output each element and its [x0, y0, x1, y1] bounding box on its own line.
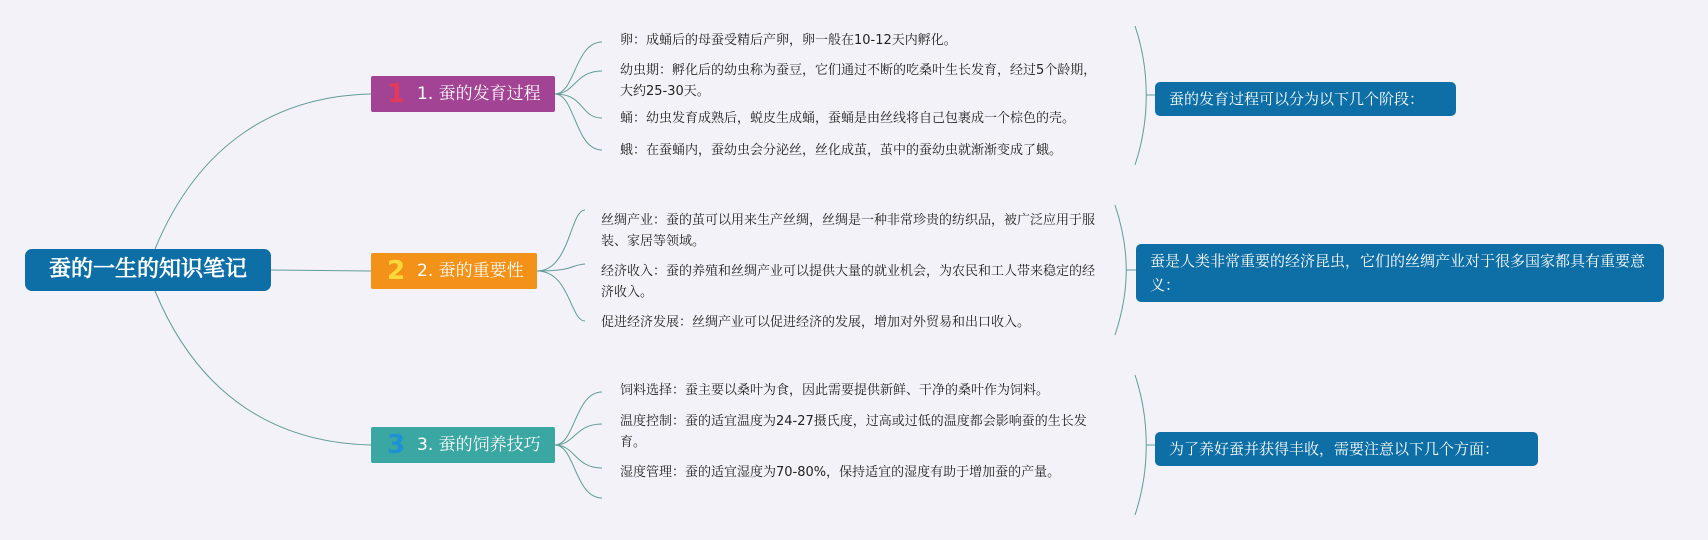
summary-rearing[interactable]: 为了养好蚕并获得丰收，需要注意以下几个方面： — [1155, 432, 1538, 466]
summary-importance[interactable]: 蚕是人类非常重要的经济昆虫，它们的丝绸产业对于很多国家都具有重要意义： — [1136, 244, 1664, 302]
branch-label: 2. 蚕的重要性 — [417, 261, 524, 281]
root-topic[interactable]: 蚕的一生的知识笔记 — [25, 249, 271, 291]
leaf-egg[interactable]: 卵：成蛹后的母蚕受精后产卵，卵一般在10-12天内孵化。 — [620, 33, 957, 48]
leaf-economic-income[interactable]: 经济收入：蚕的养殖和丝绸产业可以提供大量的就业机会，为农民和工人带来稳定的经济收入。 — [601, 264, 1096, 300]
branch-importance[interactable] — [371, 253, 537, 289]
leaf-humidity-management[interactable]: 湿度管理：蚕的适宜湿度为70-80%，保持适宜的湿度有助于增加蚕的产量。 — [620, 465, 1061, 480]
branch-label: 1. 蚕的发育过程 — [417, 84, 541, 104]
branch-rearing-tips[interactable] — [371, 427, 555, 463]
leaf-feed-selection[interactable]: 饲料选择：蚕主要以桑叶为食，因此需要提供新鲜、干净的桑叶作为饲料。 — [620, 383, 1050, 398]
branch-label: 3. 蚕的饲养技巧 — [417, 435, 541, 455]
number-three-icon: 3 — [387, 430, 406, 460]
leaf-economic-growth[interactable]: 促进经济发展：丝绸产业可以促进经济的发展，增加对外贸易和出口收入。 — [601, 315, 1031, 330]
leaf-pupa[interactable]: 蛹：幼虫发育成熟后，蜕皮生成蛹，蚕蛹是由丝线将自己包裹成一个棕色的壳。 — [620, 111, 1076, 126]
summary-development[interactable]: 蚕的发育过程可以分为以下几个阶段： — [1155, 82, 1456, 116]
branch-development-process[interactable] — [371, 76, 555, 112]
number-one-icon: 1 — [387, 79, 406, 109]
leaf-silk-industry[interactable]: 丝绸产业：蚕的茧可以用来生产丝绸，丝绸是一种非常珍贵的纺织品，被广泛应用于服装、家居等领域。 — [601, 213, 1096, 249]
leaf-temperature-control[interactable]: 温度控制：蚕的适宜温度为24-27摄氏度，过高或过低的温度都会影响蚕的生长发育。 — [620, 414, 1087, 450]
leaf-moth[interactable]: 蛾：在蚕蛹内，蚕幼虫会分泌丝，丝化成茧，茧中的蚕幼虫就渐渐变成了蛾。 — [620, 143, 1063, 158]
leaf-larva[interactable]: 幼虫期：孵化后的幼虫称为蚕豆，它们通过不断的吃桑叶生长发育，经过5个龄期，大约25-30天。 — [620, 63, 1097, 99]
number-two-icon: 2 — [387, 256, 406, 286]
